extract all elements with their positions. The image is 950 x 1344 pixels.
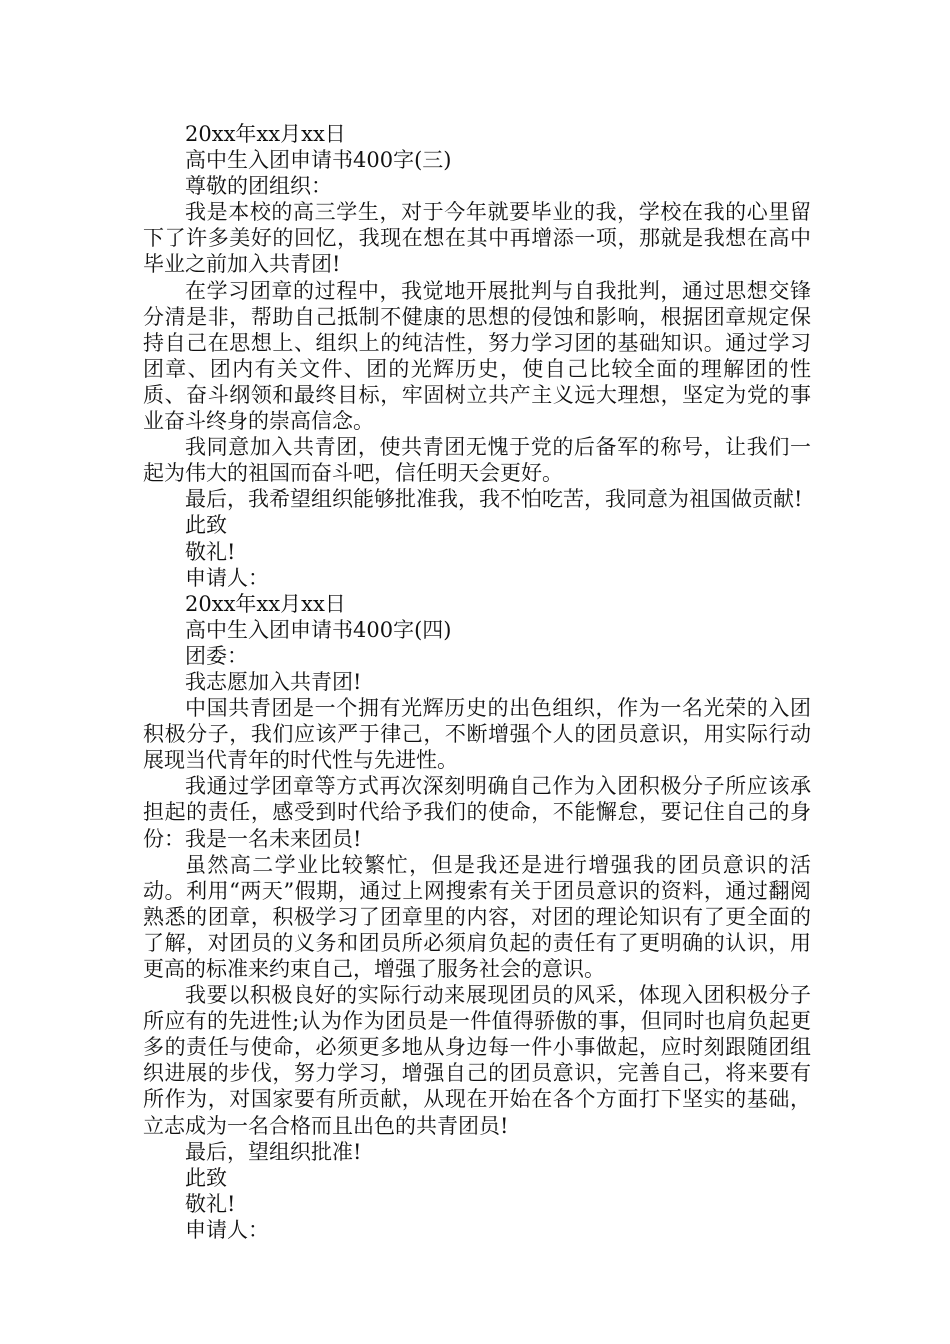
closing-line: 敬礼! <box>185 1191 236 1216</box>
body-paragraph: 我要以积极良好的实际行动来展现团员的风采，体现入团积极分子所应有的先进性;认为作为团员是一件值得骄傲的事，但同时也肩负起更多的责任与使命，必须更多地从身边每一件小事做起，应时刻跟随团组织进展的步伐，努力学习，增强自己的团员意识，完善自己，将来要有所作为，对国家要有所贡献，从现在开始在各个方面打下坚实的基础，立志成为一名合格而且出色的共青团员! <box>143 983 811 1138</box>
body-paragraph: 中国共青团是一个拥有光辉历史的出色组织，作为一名光荣的入团积极分子，我们应该严于律己，不断增强个人的团员意识，用实际行动展现当代青年的时代性与先进性。 <box>143 696 811 773</box>
applicant-line: 申请人： <box>185 565 269 590</box>
body-paragraph: 虽然高二学业比较繁忙，但是我还是进行增强我的团员意识的活动。利用“两天”假期，通过上网搜索有关于团员意识的资料，通过翻阅熟悉的团章，积极学习了团章里的内容，对团的理论知识有了更全面的了解，对团员的义务和团员所必须肩负起的责任有了更明确的认识，用更高的标准来约束自己，增强了服务社会的意识。 <box>143 852 811 981</box>
salutation: 团委： <box>185 643 248 668</box>
closing-line: 敬礼! <box>185 539 236 564</box>
body-paragraph: 最后，望组织批准! <box>185 1139 362 1164</box>
closing-line: 此致 <box>185 1165 227 1190</box>
body-paragraph: 我同意加入共青团，使共青团无愧于党的后备军的称号，让我们一起为伟大的祖国而奋斗吧，信任明天会更好。 <box>143 435 811 486</box>
date-line: 20xx年xx月xx日 <box>185 591 346 616</box>
date-line: 20xx年xx月xx日 <box>185 122 346 146</box>
section-title: 高中生入团申请书400字(三) <box>185 148 452 173</box>
salutation: 尊敬的团组织： <box>185 174 332 199</box>
section-title: 高中生入团申请书400字(四) <box>185 617 452 642</box>
body-paragraph: 在学习团章的过程中，我觉地开展批判与自我批判，通过思想交锋分清是非，帮助自己抵制不健康的思想的侵蚀和影响，根据团章规定保持自己在思想上、组织上的纯洁性，努力学习团的基础知识。通过学习团章、团内有关文件、团的光辉历史，使自己比较全面的理解团的性质、奋斗纲领和最终目标，牢固树立共产主义远大理想，坚定为党的事业奋斗终身的崇高信念。 <box>143 278 811 434</box>
body-paragraph: 我通过学团章等方式再次深刻明确自己作为入团积极分子所应该承担起的责任，感受到时代给予我们的使命，不能懈怠，要记住自己的身份：我是一名未来团员! <box>143 774 811 851</box>
body-paragraph: 最后，我希望组织能够批准我，我不怕吃苦，我同意为祖国做贡献! <box>185 487 803 512</box>
applicant-line: 申请人： <box>185 1217 269 1242</box>
document-body <box>143 121 811 1243</box>
body-paragraph: 我是本校的高三学生，对于今年就要毕业的我，学校在我的心里留下了许多美好的回忆，我现在想在其中再增添一项，那就是我想在高中毕业之前加入共青团! <box>143 200 811 277</box>
closing-line: 此致 <box>185 513 227 538</box>
body-paragraph: 我志愿加入共青团! <box>185 669 362 694</box>
